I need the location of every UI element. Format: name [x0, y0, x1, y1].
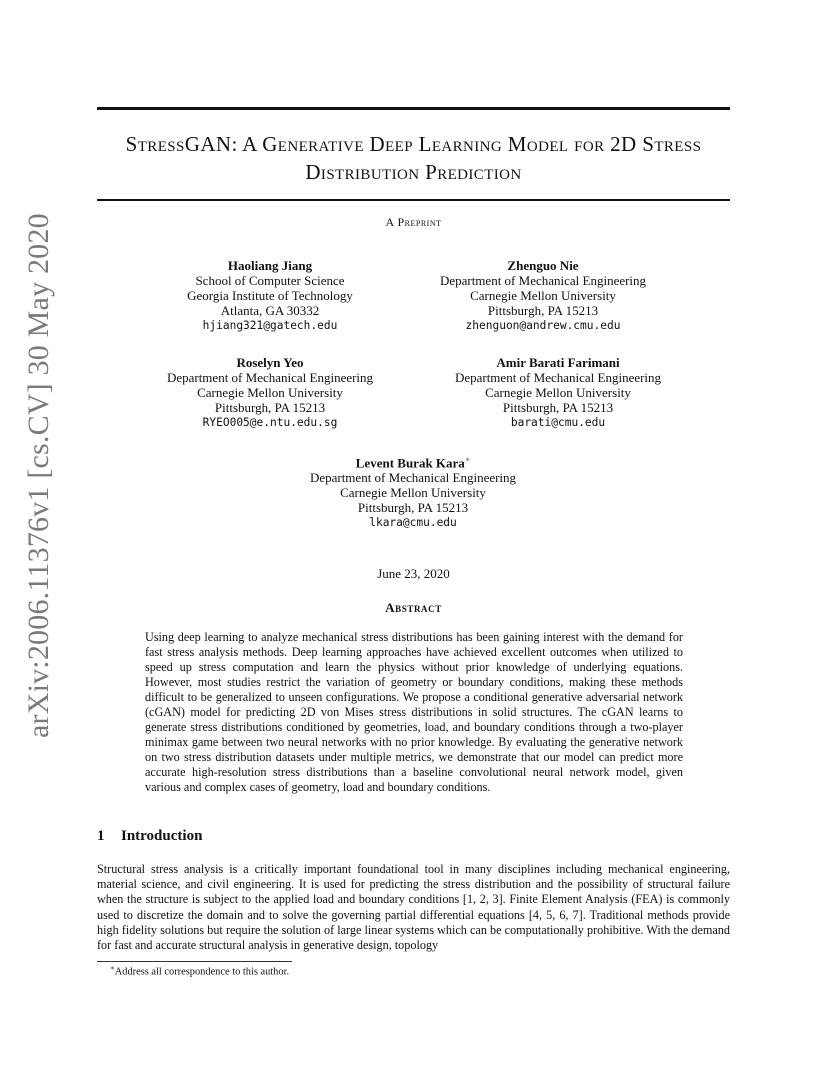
footnote — [110, 964, 289, 977]
author-email[interactable]: zhenguon@andrew.cmu.edu — [465, 319, 621, 332]
author-address: Pittsburgh, PA 15213 — [214, 400, 326, 415]
author-email[interactable]: lkara@cmu.edu — [369, 516, 457, 530]
author-affiliation: Department of Mechanical Engineering — [309, 470, 517, 486]
author-name: Zhenguo Nie — [507, 258, 579, 273]
section-title: Introduction — [121, 828, 203, 844]
author-address: Pittsburgh, PA 15213 — [357, 500, 469, 516]
abstract-heading: Abstract — [385, 600, 442, 615]
author-block-jiang — [160, 258, 380, 333]
author-name: Amir Barati Farimani — [496, 355, 620, 370]
author-email[interactable]: hjiang321@gatech.edu — [202, 319, 338, 332]
author-name: Haoliang Jiang — [227, 258, 313, 273]
footnote-rule — [97, 961, 292, 962]
footnote-text: Address all correspondence to this author. — [114, 966, 290, 978]
paper-title — [97, 130, 730, 186]
introduction-text: Structural stress analysis is a critically important foundational tool in many disciplines including mechanical engineering, material science, and civil engineering. It is used for predicting the stress distribution and the possibility of structural failure when the structure is subject to the applied load and boundary conditions [1, 2, 3]. Finite Element Analysis (FEA) is commonly used to discretize the domain and to solve the governing partial differential equations [4, 5, 6, 7]. Traditional methods provide high fidelity solutions but require the solution of large linear systems which can be computationally prohibitive. With the demand for fast and accurate structural analysis in generative design, topology — [97, 862, 730, 953]
author-affiliation: Georgia Institute of Technology — [187, 288, 353, 303]
author-name: Levent Burak Kara — [355, 455, 465, 471]
author-block-farimani — [440, 355, 676, 430]
author-affiliation: Carnegie Mellon University — [485, 385, 631, 400]
footnote-mark: ∗ — [110, 964, 115, 972]
paper-date: June 23, 2020 — [377, 566, 450, 581]
author-block-kara — [295, 452, 531, 530]
abstract-text: Using deep learning to analyze mechanical stress distributions has been gaining interest with the demand for fast stress analysis methods. Deep learning approaches have achieved excellent outcomes when utilized to speed up stress computation and learn the physics without prior knowledge of underlying equations. However, most studies restrict the variation of geometry or boundary conditions, making these methods difficult to be generalized to unseen configurations. We propose a conditional generative adversarial network (cGAN) model for predicting 2D von Mises stress distributions in solid structures. The cGAN learns to generate stress distributions conditioned by geometries, load, and boundary conditions through a two-player minimax game between two neural networks with no prior knowledge. By evaluating the generative network on two stress distribution datasets under multiple metrics, we demonstrate that our model can predict more accurate high-resolution stress distributions than a baseline convolutional neural network model, given various and complex cases of geometry, load and boundary conditions. — [145, 630, 683, 794]
author-block-nie — [425, 258, 661, 333]
title-rule-top — [97, 107, 730, 110]
author-address: Pittsburgh, PA 15213 — [502, 400, 614, 415]
author-affiliation: Department of Mechanical Engineering — [439, 273, 647, 288]
author-affiliation: Carnegie Mellon University — [197, 385, 343, 400]
author-email[interactable]: barati@cmu.edu — [510, 416, 606, 429]
footnote-marker-link[interactable]: ∗ — [464, 455, 471, 464]
author-affiliation: School of Computer Science — [195, 273, 345, 288]
author-email[interactable]: RYEO005@e.ntu.edu.sg — [202, 416, 338, 429]
author-name-wrap — [295, 452, 531, 470]
author-block-yeo — [155, 355, 385, 430]
author-name: Roselyn Yeo — [236, 355, 304, 370]
section-number: 1 — [97, 828, 105, 844]
author-address: Pittsburgh, PA 15213 — [487, 303, 599, 318]
author-affiliation: Department of Mechanical Engineering — [454, 370, 662, 385]
author-affiliation: Carnegie Mellon University — [470, 288, 616, 303]
author-address: Atlanta, GA 30332 — [220, 303, 320, 318]
author-affiliation: Department of Mechanical Engineering — [166, 370, 374, 385]
title-rule-bottom — [97, 199, 730, 201]
title-line-1: StressGAN: A Generative Deep Learning Model for 2D Stress — [125, 132, 702, 156]
arxiv-side-stamp[interactable]: arXiv:2006.11376v1 [cs.CV] 30 May 2020 — [22, 213, 55, 738]
title-line-2: Distribution Prediction — [305, 160, 522, 184]
section-heading-introduction — [97, 828, 202, 845]
preprint-label: A Preprint — [385, 215, 442, 229]
author-affiliation: Carnegie Mellon University — [340, 485, 486, 501]
